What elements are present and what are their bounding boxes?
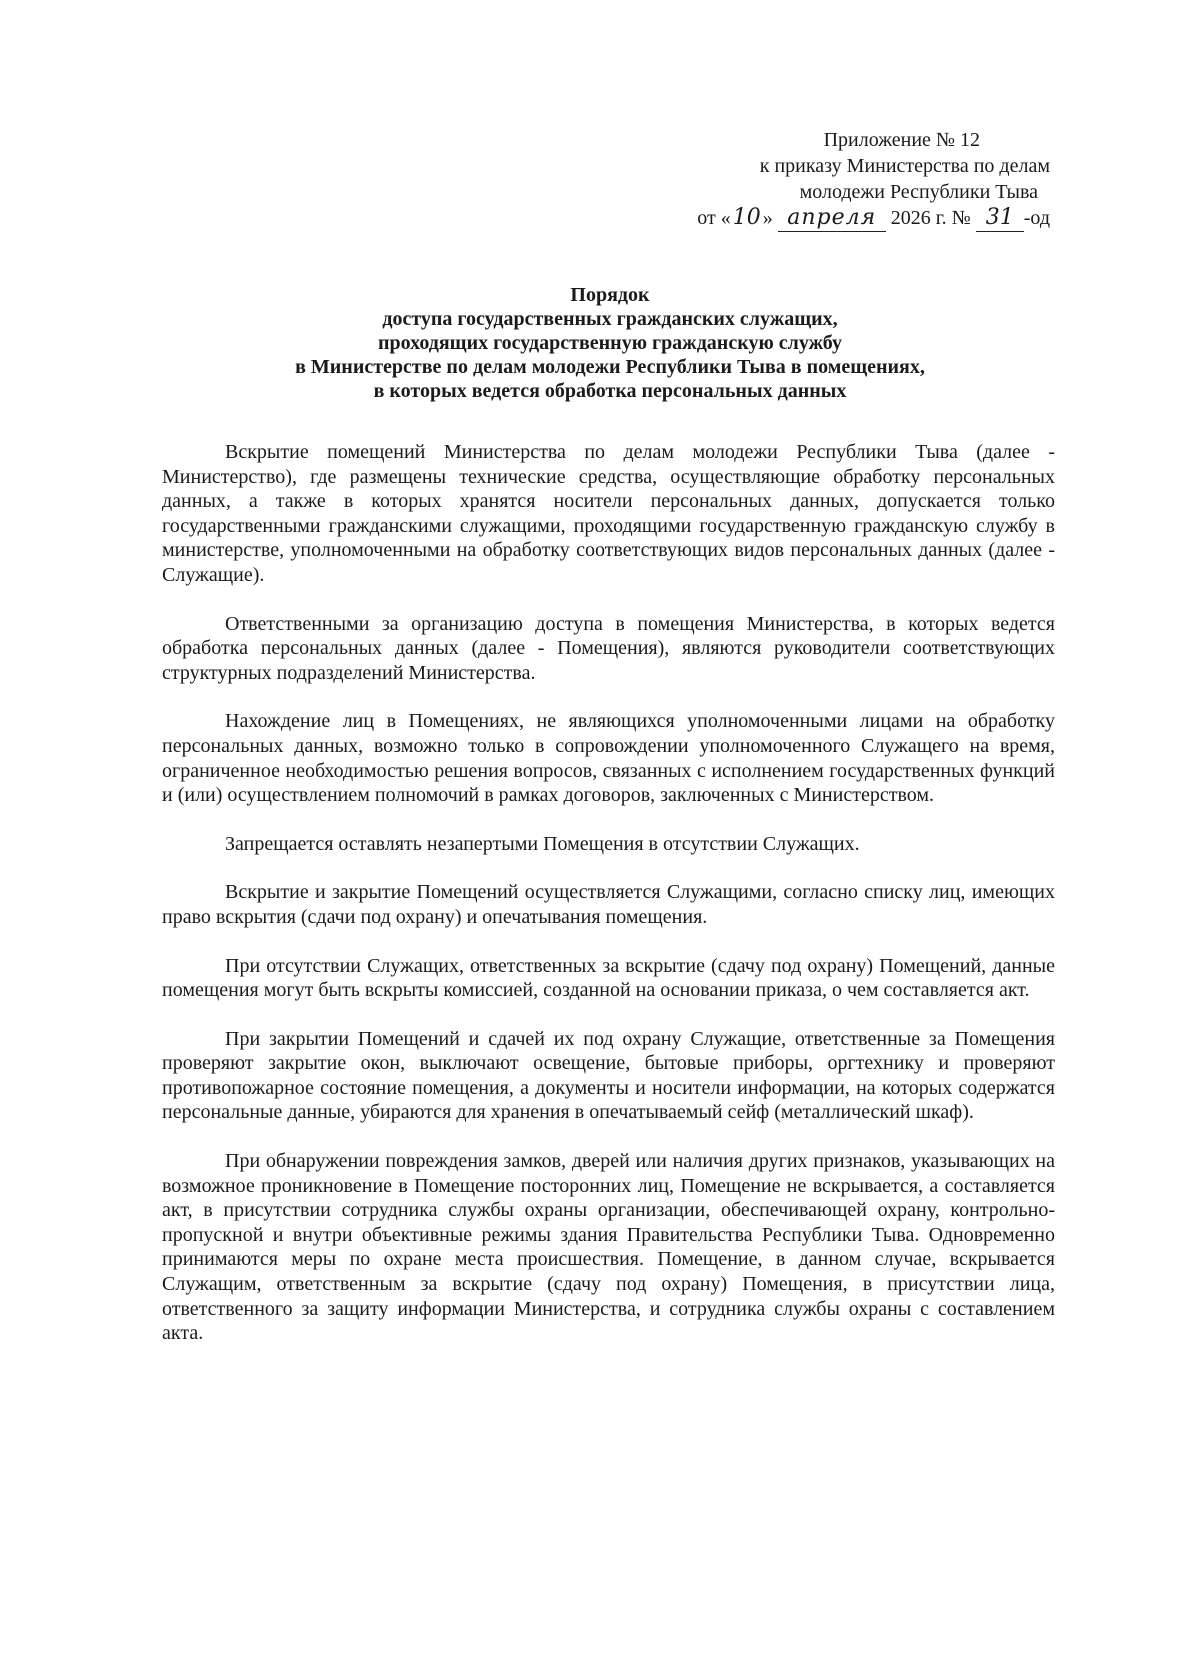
title-line-2: доступа государственных гражданских служащих, xyxy=(382,308,838,330)
paragraph: Запрещается оставлять незапертыми Помещения в отсутствии Служащих. xyxy=(225,832,860,855)
document-body xyxy=(162,440,1055,1346)
handwritten-day: 10 xyxy=(732,205,761,230)
handwritten-month: апреля xyxy=(778,205,886,232)
appendix-number: Приложение № 12 xyxy=(823,129,980,151)
title-line-1: Порядок xyxy=(570,284,650,306)
paragraph: При отсутствии Служащих, ответственных за вскрытие (сдачу под охрану) Помещений, данные помещения могут быть вскрыты комиссией, созданной на основании приказа, о чем составляется акт. xyxy=(162,954,1055,1002)
date-mid: » xyxy=(762,207,778,229)
paragraph: При обнаружении повреждения замков, дверей или наличия других признаков, указывающих на возможное проникновение в Помещение посторонних лиц, Помещение не вскрывается, а составляется акт, в присутствии сотрудника службы охраны организации, обеспечивающей охрану, контрольно-пропускной и внутри объективные режимы здания Правительства Республики Тыва. Одновременно принимаются меры по охране места происшествия. Помещение, в данном случае, вскрывается Служащим, ответственным за вскрытие (сдачу под охрану) Помещения, в присутствии лица, ответственного за защиту информации Министерства, и сотрудника службы охраны с составлением акта. xyxy=(162,1150,1055,1345)
paragraph: Ответственными за организацию доступа в помещения Министерства, в которых ведется обработка персональных данных (далее - Помещения), являются руководители соответствующих структурных подразделений Министерства. xyxy=(162,612,1055,684)
paragraph: Нахождение лиц в Помещениях, не являющихся уполномоченными лицами на обработку персональных данных, возможно только в сопровождении уполномоченного Служащего на время, ограниченное необходимостью решения вопросов, связанных с исполнением государственных функций и (или) осуществлением полномочий в рамках договоров, заключенных с Министерством. xyxy=(162,710,1055,807)
appendix-order-ref: к приказу Министерства по делам xyxy=(759,155,1050,177)
date-prefix: от « xyxy=(697,207,731,229)
title-line-4: в Министерстве по делам молодежи Республики Тыва в помещениях, xyxy=(295,356,925,378)
date-year: 2026 г. № xyxy=(885,207,976,229)
appendix-ministry: молодежи Республики Тыва xyxy=(799,181,1038,203)
title-line-5: в которых ведется обработка персональных данных xyxy=(373,380,847,402)
paragraph: Вскрытие помещений Министерства по делам молодежи Республики Тыва (далее - Министерство), где размещены технические средства, осуществляющие обработку персональных данных, а также в которых хранятся носители персональных данных, допускается только государственными гражданскими служащими, проходящими государственную гражданскую службу в министерстве, уполномоченными на обработку соответствующих видов персональных данных (далее - Служащие). xyxy=(162,441,1055,586)
document-title xyxy=(150,283,1070,403)
appendix-header xyxy=(690,127,1050,232)
paragraph: При закрытии Помещений и сдачей их под охрану Служащие, ответственные за Помещения проверяют закрытие окон, выключают освещение, бытовые приборы, оргтехнику и проверяют противопожарное состояние помещения, а документы и носители информации, на которых содержатся персональные данные, убираются для хранения в опечатываемый сейф (металлический шкаф). xyxy=(162,1027,1055,1124)
order-suffix: -од xyxy=(1023,207,1050,229)
appendix-date-line xyxy=(690,205,1050,232)
paragraph: Вскрытие и закрытие Помещений осуществляется Служащими, согласно списку лиц, имеющих право вскрытия (сдачи под охрану) и опечатывания помещения. xyxy=(162,881,1055,928)
handwritten-order-number: 31 xyxy=(976,205,1024,232)
title-line-3: проходящих государственную гражданскую службу xyxy=(377,332,843,354)
